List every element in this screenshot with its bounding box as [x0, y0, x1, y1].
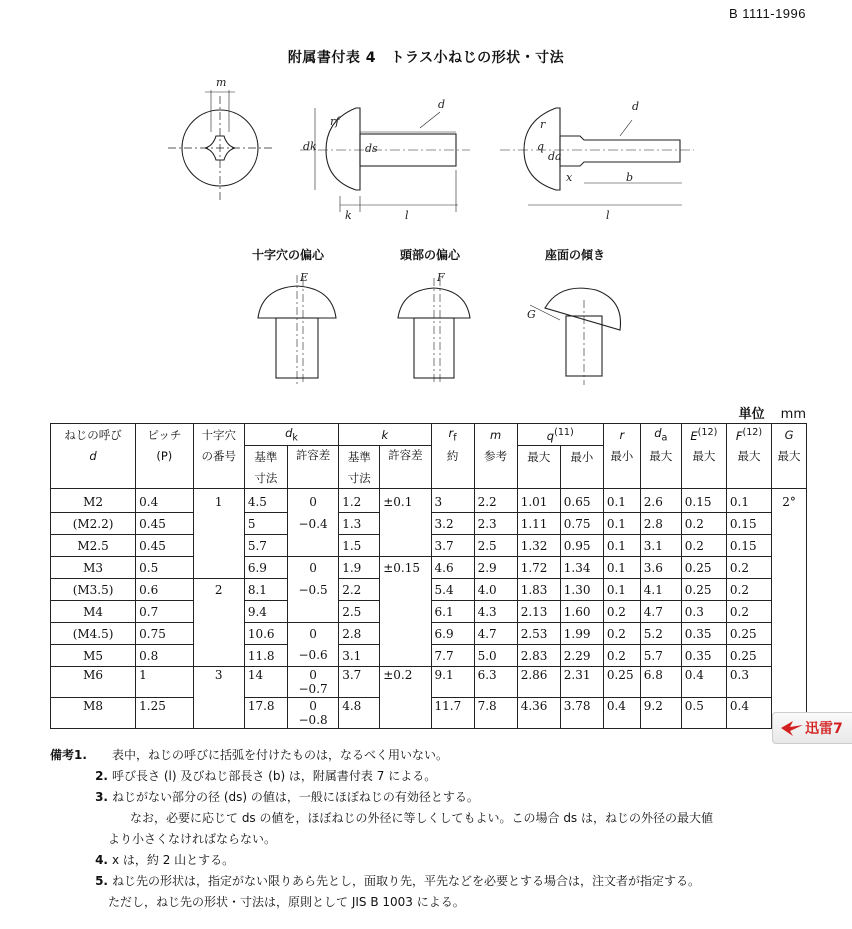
cell-q-max: 2.53: [517, 623, 560, 645]
cell-m: 6.3: [474, 667, 517, 698]
seat-inclination-drawing: [530, 288, 621, 385]
header-max: 最大: [640, 446, 681, 468]
cell-nominal: M3: [51, 557, 136, 579]
cell-k: 1.2: [339, 489, 380, 513]
head-eccentricity-drawing: [398, 278, 470, 385]
header-min: 最小: [560, 446, 603, 468]
cell-recess: [193, 698, 244, 729]
cell-recess: 2: [193, 579, 244, 601]
header-da: $d_a$: [640, 424, 681, 446]
header-size: 寸法: [339, 467, 380, 489]
cell-r: 0.1: [603, 535, 640, 557]
cell-pitch: 0.8: [136, 645, 193, 667]
cell-rf: 5.4: [431, 579, 474, 601]
cell-dk: 6.9: [244, 557, 287, 579]
note-text: 呼び長さ (l) 及びねじ部長さ (b) は，附属書付表 7 による。: [112, 769, 437, 783]
header-recess-2: の番号: [193, 446, 244, 468]
cell-m: 2.5: [474, 535, 517, 557]
cell-q-min: 0.65: [560, 489, 603, 513]
cell-da: 2.6: [640, 489, 681, 513]
cell-e: 0.3: [681, 601, 726, 623]
tol-upper: 0: [309, 699, 317, 713]
tol-lower: −0.7: [298, 682, 328, 696]
notes-section: [50, 745, 810, 913]
caption-seat-inclination: 座面の傾き: [545, 248, 606, 262]
header-approx: 約: [431, 446, 474, 468]
cell-k: 2.2: [339, 579, 380, 601]
cell-e: 0.2: [681, 535, 726, 557]
table-row: [51, 535, 807, 557]
cell-f: 0.4: [726, 698, 771, 729]
cell-e: 0.35: [681, 623, 726, 645]
page-title: 附属書付表 4 トラス小ねじの形状・寸法: [287, 50, 565, 66]
table-header-row: [51, 446, 807, 468]
cell-da: 9.2: [640, 698, 681, 729]
header-size: 寸法: [244, 467, 287, 489]
cell-q-min: 1.60: [560, 601, 603, 623]
cell-recess: [193, 645, 244, 667]
header-f: $F^{(12)}$: [726, 424, 771, 446]
cell-nominal: (M2.2): [51, 513, 136, 535]
cell-dk-tol: [287, 667, 338, 698]
cell-r: 0.1: [603, 579, 640, 601]
cell-k: 1.3: [339, 513, 380, 535]
cell-pitch: 1.25: [136, 698, 193, 729]
cell-f: 0.3: [726, 667, 771, 698]
cell-m: 2.3: [474, 513, 517, 535]
cell-nominal: M6: [51, 667, 136, 698]
cell-q-max: 1.83: [517, 579, 560, 601]
standard-number: B 1111-1996: [728, 6, 806, 21]
cell-nominal: (M3.5): [51, 579, 136, 601]
cell-dk-tol: −0.6: [287, 645, 338, 667]
cell-r: 0.1: [603, 489, 640, 513]
cell-dk-tol: 0: [287, 557, 338, 579]
cell-dk-tol: 0: [287, 489, 338, 513]
note-item: [50, 745, 810, 766]
cell-dk: 14: [244, 667, 287, 698]
cell-k-tol: ±0.1: [380, 489, 431, 513]
cell-m: 4.0: [474, 579, 517, 601]
note-number: 4.: [95, 853, 108, 867]
cell-m: 5.0: [474, 645, 517, 667]
cell-k: 2.5: [339, 601, 380, 623]
header-kijun: 基準: [244, 446, 287, 468]
header-pitch-sym: (P): [136, 446, 193, 468]
cell-g: [772, 535, 807, 557]
cell-q-max: 1.32: [517, 535, 560, 557]
cell-rf: 3.2: [431, 513, 474, 535]
cell-k: 1.5: [339, 535, 380, 557]
cell-e: 0.25: [681, 557, 726, 579]
header-reference: 参考: [474, 446, 517, 468]
note-text: 表中，ねじの呼びに括弧を付けたものは，なるべく用いない。: [112, 748, 449, 762]
table-row: [51, 645, 807, 667]
header-tolerance: 許容差: [287, 446, 338, 489]
cell-dk: 5: [244, 513, 287, 535]
cell-k-tol: [380, 513, 431, 535]
header-min: 最小: [603, 446, 640, 468]
cell-nominal: M2.5: [51, 535, 136, 557]
table-row: [51, 667, 807, 698]
cell-dk: 4.5: [244, 489, 287, 513]
figure-label: d: [438, 98, 446, 111]
cell-e: 0.25: [681, 579, 726, 601]
cell-pitch: 0.45: [136, 513, 193, 535]
cell-da: 5.2: [640, 623, 681, 645]
cell-q-max: 2.83: [517, 645, 560, 667]
cell-k-tol: ±0.15: [380, 557, 431, 579]
cell-rf: 11.7: [431, 698, 474, 729]
cell-rf: 6.9: [431, 623, 474, 645]
cell-pitch: 0.5: [136, 557, 193, 579]
cell-q-min: 1.99: [560, 623, 603, 645]
cell-rf: 9.1: [431, 667, 474, 698]
header-max: 最大: [681, 446, 726, 468]
cell-q-max: 1.01: [517, 489, 560, 513]
table-header-row: [51, 424, 807, 446]
caption-recess-eccentricity: 十字穴の偏心: [252, 248, 325, 262]
cell-k: 1.9: [339, 557, 380, 579]
cell-rf: 3.7: [431, 535, 474, 557]
dimension-table: [50, 423, 807, 729]
header-recess: 十字穴: [193, 424, 244, 446]
cell-q-min: 0.95: [560, 535, 603, 557]
xunlei-badge[interactable]: [772, 712, 852, 744]
bird-icon: [779, 719, 805, 737]
cell-recess: [193, 557, 244, 579]
cell-q-min: 1.30: [560, 579, 603, 601]
cell-r: 0.1: [603, 557, 640, 579]
header-pitch: ピッチ: [136, 424, 193, 446]
header-dk: $d_k$: [244, 424, 338, 446]
note-text: x は，約 2 山とする。: [112, 853, 235, 867]
cell-dk-tol: −0.5: [287, 579, 338, 601]
cell-nominal: M5: [51, 645, 136, 667]
header-kijun: 基準: [339, 446, 380, 468]
cell-e: 0.35: [681, 645, 726, 667]
cell-da: 6.8: [640, 667, 681, 698]
screw-drawings: [0, 0, 852, 400]
header-nominal-sym: d: [51, 446, 136, 468]
tol-lower: −0.8: [298, 713, 328, 727]
recess-eccentricity-drawing: [258, 275, 336, 385]
note-item: [50, 766, 810, 787]
header-g: G: [772, 424, 807, 446]
cell-dk: 9.4: [244, 601, 287, 623]
cell-f: 0.25: [726, 645, 771, 667]
cell-q-min: 2.31: [560, 667, 603, 698]
figure-label: m: [216, 76, 227, 89]
table-row: [51, 489, 807, 513]
side-view-drawing-2: [500, 108, 694, 205]
badge-text: 迅雷7: [805, 721, 843, 737]
cell-q-min: 0.75: [560, 513, 603, 535]
cell-q-max: 1.11: [517, 513, 560, 535]
cell-k-tol: [380, 601, 431, 623]
cell-k-tol: [380, 698, 431, 729]
cell-g: [772, 623, 807, 645]
note-number: 3.: [95, 790, 108, 804]
header-max: 最大: [726, 446, 771, 468]
cell-recess: [193, 513, 244, 535]
cell-q-max: 1.72: [517, 557, 560, 579]
note-text: ねじがない部分の径 (ds) の値は，一般にほぼねじの有効径とする。: [112, 790, 479, 804]
figure-label: l: [405, 209, 409, 222]
cell-g: [772, 667, 807, 698]
cell-da: 4.7: [640, 601, 681, 623]
header-k: k: [339, 424, 431, 446]
figure-label: F: [437, 271, 445, 284]
table-row: [51, 557, 807, 579]
cell-da: 3.1: [640, 535, 681, 557]
cell-da: 5.7: [640, 645, 681, 667]
note-item: [50, 850, 810, 871]
cell-dk-tol: [287, 698, 338, 729]
cell-k: 2.8: [339, 623, 380, 645]
cell-k: 4.8: [339, 698, 380, 729]
cell-pitch: 0.7: [136, 601, 193, 623]
unit-value: mm: [780, 407, 806, 422]
cell-dk: 5.7: [244, 535, 287, 557]
cell-f: 0.15: [726, 535, 771, 557]
cell-pitch: 0.75: [136, 623, 193, 645]
cell-g: [772, 645, 807, 667]
header-max: 最大: [772, 446, 807, 468]
header-max: 最大: [517, 446, 560, 468]
header-m: m: [474, 424, 517, 446]
cell-nominal: (M4.5): [51, 623, 136, 645]
cell-r: 0.2: [603, 645, 640, 667]
cell-dk-tol: [287, 601, 338, 623]
cell-m: 4.3: [474, 601, 517, 623]
cell-f: 0.15: [726, 513, 771, 535]
cell-rf: 7.7: [431, 645, 474, 667]
cell-g: [772, 557, 807, 579]
cell-g: [772, 601, 807, 623]
cell-nominal: M8: [51, 698, 136, 729]
cell-nominal: M4: [51, 601, 136, 623]
cell-q-min: 2.29: [560, 645, 603, 667]
figure-label: q: [537, 140, 545, 153]
table-row: [51, 601, 807, 623]
cell-q-max: 4.36: [517, 698, 560, 729]
table-row: [51, 623, 807, 645]
cell-m: 2.2: [474, 489, 517, 513]
cell-e: 0.5: [681, 698, 726, 729]
figure-label: k: [345, 209, 352, 222]
tol-upper: 0: [309, 668, 317, 682]
cell-e: 0.15: [681, 489, 726, 513]
note-continuation: ただし，ねじ先の形状・寸法は，原則として JIS B 1003 による。: [108, 895, 465, 909]
table-row: [51, 698, 807, 729]
cell-e: 0.2: [681, 513, 726, 535]
top-view-drawing: [168, 90, 272, 200]
cell-q-max: 2.13: [517, 601, 560, 623]
figure-label: b: [626, 171, 634, 184]
cell-m: 7.8: [474, 698, 517, 729]
cell-m: 4.7: [474, 623, 517, 645]
cell-pitch: 0.45: [136, 535, 193, 557]
cell-f: 0.2: [726, 557, 771, 579]
cell-f: 0.25: [726, 623, 771, 645]
figure-label: x: [566, 171, 573, 184]
cell-dk: 17.8: [244, 698, 287, 729]
cell-recess: 1: [193, 489, 244, 513]
cell-recess: [193, 535, 244, 557]
figure-label: da: [548, 150, 562, 163]
figure-label: l: [606, 209, 610, 222]
cell-dk-tol: 0: [287, 623, 338, 645]
cell-q-max: 2.86: [517, 667, 560, 698]
cell-rf: 6.1: [431, 601, 474, 623]
cell-k-tol: [380, 623, 431, 645]
figure-label: r: [540, 118, 546, 131]
header-tolerance: 許容差: [380, 446, 431, 489]
cell-da: 3.6: [640, 557, 681, 579]
unit-label: [739, 403, 806, 422]
note-number: 2.: [95, 769, 108, 783]
note-text: ねじ先の形状は，指定がない限りあら先とし，面取り先，平先などを必要とする場合は，注文者が指定する。: [112, 874, 701, 888]
cell-dk: 11.8: [244, 645, 287, 667]
cell-k-tol: [380, 535, 431, 557]
cell-g: [772, 579, 807, 601]
cell-k-tol: [380, 645, 431, 667]
figure-label: d: [632, 100, 640, 113]
caption-head-eccentricity: 頭部の偏心: [400, 248, 461, 262]
note-item: [50, 787, 810, 808]
cell-k: 3.7: [339, 667, 380, 698]
header-r: r: [603, 424, 640, 446]
table-row: [51, 513, 807, 535]
cell-dk: 8.1: [244, 579, 287, 601]
side-view-drawing-1: [300, 108, 470, 212]
figure-label: G: [527, 308, 536, 321]
cell-dk-tol: [287, 535, 338, 557]
cell-r: 0.4: [603, 698, 640, 729]
cell-e: 0.4: [681, 667, 726, 698]
cell-f: 0.2: [726, 601, 771, 623]
cell-k: 3.1: [339, 645, 380, 667]
unit-label-text: 単位: [738, 407, 765, 422]
cell-r: 0.2: [603, 623, 640, 645]
cell-dk: 10.6: [244, 623, 287, 645]
figure-label: dk: [303, 140, 317, 153]
figure-label: ds: [365, 142, 378, 155]
cell-recess: [193, 623, 244, 645]
cell-recess: 3: [193, 667, 244, 698]
note-continuation: より小さくなければならない。: [108, 832, 277, 846]
cell-r: 0.2: [603, 601, 640, 623]
note-item: [50, 871, 810, 892]
table-row: [51, 579, 807, 601]
cell-g: 2°: [772, 489, 807, 513]
note-number: 備考1.: [50, 748, 87, 762]
header-q: $q^{(11)}$: [517, 424, 603, 446]
cell-k-tol: ±0.2: [380, 667, 431, 698]
cell-f: 0.2: [726, 579, 771, 601]
header-rf: $r_f$: [431, 424, 474, 446]
cell-r: 0.1: [603, 513, 640, 535]
cell-dk-tol: −0.4: [287, 513, 338, 535]
figure-label: E: [300, 271, 309, 284]
note-number: 5.: [95, 874, 108, 888]
cell-pitch: 0.4: [136, 489, 193, 513]
header-nominal: ねじの呼び: [51, 424, 136, 446]
cell-pitch: 1: [136, 667, 193, 698]
cell-nominal: M2: [51, 489, 136, 513]
cell-recess: [193, 601, 244, 623]
cell-m: 2.9: [474, 557, 517, 579]
cell-pitch: 0.6: [136, 579, 193, 601]
note-continuation: なお，必要に応じて ds の値を，ほぼねじの外径に等しくしてもよい。この場合 ds は，ねじの外径の最大値: [130, 811, 714, 825]
cell-g: [772, 513, 807, 535]
cell-da: 4.1: [640, 579, 681, 601]
cell-q-min: 3.78: [560, 698, 603, 729]
cell-f: 0.1: [726, 489, 771, 513]
cell-rf: 4.6: [431, 557, 474, 579]
figure-label: rf: [330, 115, 340, 128]
cell-r: 0.25: [603, 667, 640, 698]
header-e: $E^{(12)}$: [681, 424, 726, 446]
cell-da: 2.8: [640, 513, 681, 535]
cell-q-min: 1.34: [560, 557, 603, 579]
cell-rf: 3: [431, 489, 474, 513]
cell-k-tol: [380, 579, 431, 601]
